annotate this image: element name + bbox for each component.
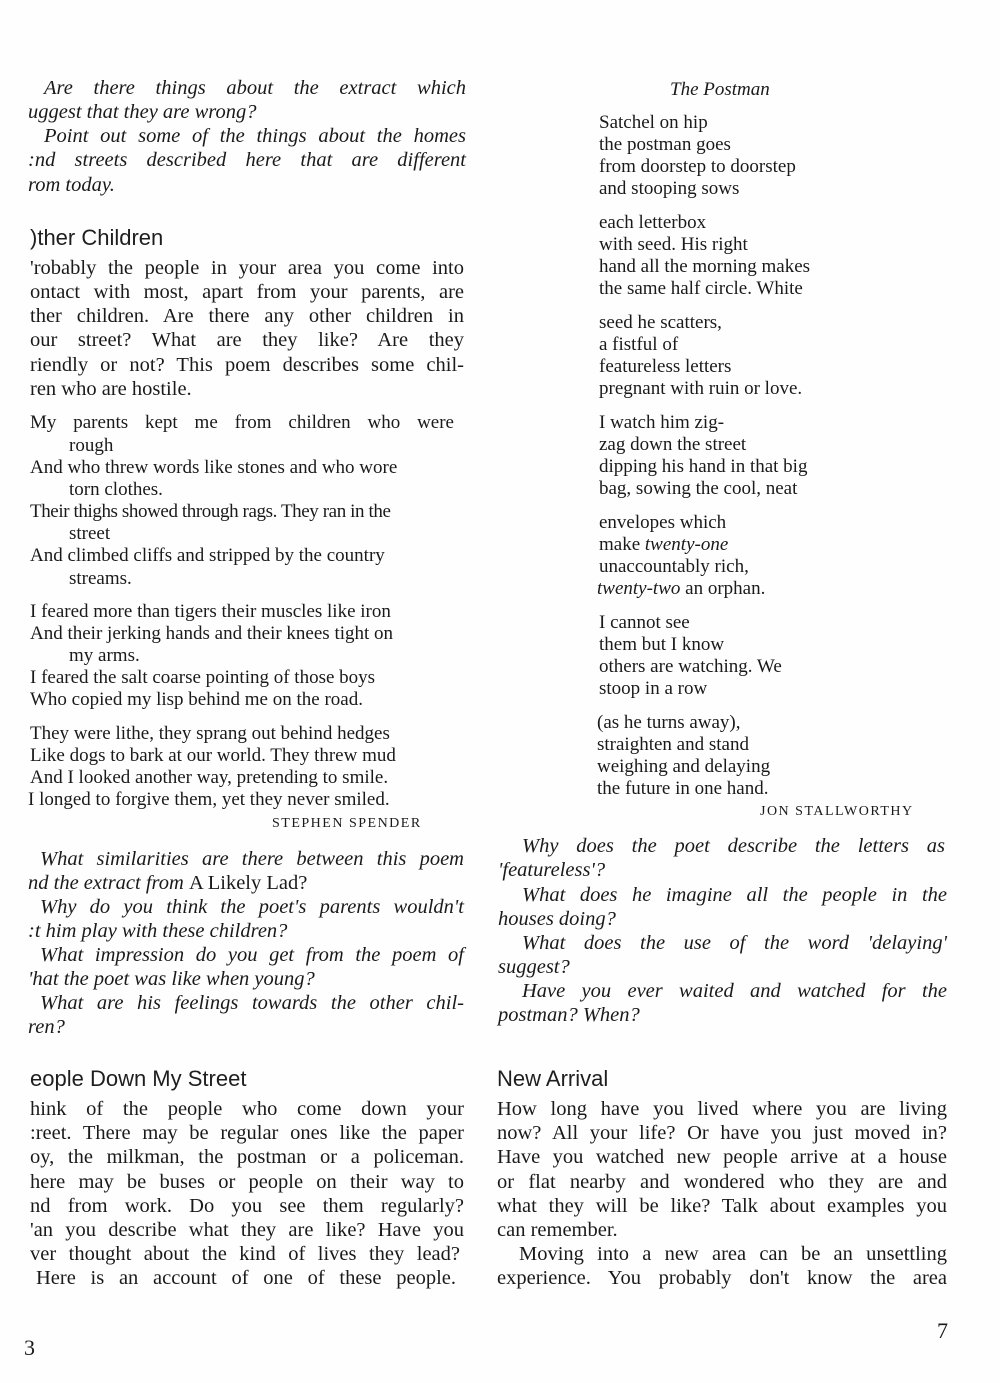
body-line: 'an you describe what they are like? Have you [30,1219,464,1241]
body-line: ontact with most, apart from your parents, are [30,281,464,303]
body-line: 'robably the people in your area you come into [30,257,464,279]
question-line: What are his feelings towards the other chil- [40,992,464,1014]
body-line: oy, the milkman, the postman or a policeman. [30,1146,464,1168]
poem-line: bag, sowing the cool, neat [599,478,798,499]
poem-line: featureless letters [599,356,732,377]
body-line: now? All your life? Or have you just moved in? [497,1122,947,1144]
body-line: ren who are hostile. [30,378,192,400]
poem-line: street [69,523,111,544]
body-line: hink of the people who come down your [30,1098,464,1120]
question-line: What does he imagine all the people in the [522,884,947,906]
poem-line: stoop in a row [599,678,708,699]
poem-line: the same half circle. White [599,278,803,299]
book-title-a-likely-lad: A Likely Lad? [188,872,308,894]
body-line: ther children. Are there any other children in [30,305,464,327]
poem-line: And I looked another way, pretending to smile. [30,767,389,788]
question-line: :nd streets described here that are different [28,149,466,171]
poem-line-emphasis: twenty-two [597,578,681,599]
question-line: rom today. [28,174,115,196]
poem-line: Their thighs showed through rags. They ran in the [30,501,391,522]
body-line: experience. You probably don't know the area [497,1267,947,1289]
page-number-left: 3 [24,1335,35,1360]
poem-line-part: an orphan. [685,578,766,599]
poem-line: I longed to forgive them, yet they never smiled. [28,789,390,810]
poem-line: I cannot see [599,612,690,633]
body-line: here may be buses or people on their way to [30,1171,464,1193]
question-line-part: nd the extract from [28,872,184,894]
question-line: What does the use of the word 'delaying' [522,932,947,954]
poem-line: I watch him zig- [599,412,725,433]
poem-line: zag down the street [599,434,747,455]
poem-line: each letterbox [599,212,707,233]
poem-line: weighing and delaying [597,756,771,777]
body-line: Have you watched new people arrive at a house [497,1146,947,1168]
question-line: suggest? [498,956,570,978]
poem-line: with seed. His right [599,234,748,255]
section-heading-people-down-my-street: eople Down My Street [30,1066,247,1091]
body-line: How long have you lived where you are living [497,1098,947,1120]
poem-line: And climbed cliffs and stripped by the country [30,545,385,566]
body-line: nd from work. Do you see them regularly? [30,1195,464,1217]
poem-line: them but I know [599,634,725,655]
question-line: postman? When? [498,1004,640,1026]
question-line: uggest that they are wrong? [28,101,257,123]
poem-line [599,534,728,556]
body-line: :reet. There may be regular ones like the paper [30,1122,464,1144]
poem-line: the postman goes [599,134,731,155]
body-line: riendly or not? This poem describes some chil- [30,354,464,376]
body-line: our street? What are they like? Are they [30,329,464,351]
poem-line: hand all the morning makes [599,256,811,277]
question-line: Point out some of the things about the homes [44,125,466,147]
section-heading-other-children: )ther Children [30,225,164,250]
poem-line: pregnant with ruin or love. [599,378,803,399]
question-line: houses doing? [498,908,616,930]
body-line: Moving into a new area can be an unsettling [519,1243,947,1265]
question-line: Why does the poet describe the letters as [522,835,945,857]
poem-line: my arms. [69,645,140,666]
question-line: 'hat the poet was like when young? [28,968,315,990]
question-line: :t him play with these children? [28,920,288,942]
poem-line: dipping his hand in that big [599,456,808,477]
body-line: Here is an account of one of these people. [36,1267,456,1289]
poem-author: JON STALLWORTHY [760,804,914,819]
question-line: What similarities are there between this poem [40,848,464,870]
poem-line: (as he turns away), [597,712,741,733]
poem-line: and stooping sows [599,178,740,199]
poem-line: unaccountably rich, [599,556,749,577]
poem-line-part: make [599,534,641,555]
poem-line: torn clothes. [69,479,163,500]
poem-author: STEPHEN SPENDER [272,816,422,831]
section-heading-new-arrival: New Arrival [497,1066,609,1091]
question-line: Why do you think the poet's parents wouldn't [40,896,464,918]
question-line [28,871,307,895]
page-number-right: 7 [937,1318,948,1343]
poem-line: streams. [69,568,132,589]
poem-title: The Postman [670,79,770,100]
question-line: Are there things about the extract which [44,77,466,99]
body-line: what they will be like? Talk about examples you [497,1195,947,1217]
body-line: can remember. [497,1219,618,1241]
poem-line: a fistful of [599,334,679,355]
question-line: Have you ever waited and watched for the [522,980,947,1002]
body-line: or flat nearby and wondered who they are and [497,1171,947,1193]
poem-line: others are watching. We [599,656,782,677]
poem-line: rough [69,435,114,456]
poem-line: the future in one hand. [597,778,769,799]
poem-line: They were lithe, they sprang out behind hedges [30,723,390,744]
poem-line: Satchel on hip [599,112,708,133]
poem-line: I feared the salt coarse pointing of those boys [30,667,376,688]
poem-line: My parents kept me from children who were [30,412,454,433]
question-line: 'featureless'? [498,859,606,881]
question-line: ren? [28,1016,65,1038]
poem-line: seed he scatters, [599,312,722,333]
body-line: ver thought about the kind of lives they lead? [30,1243,460,1265]
poem-line-emphasis: twenty-one [644,534,729,555]
question-line: What impression do you get from the poem of [40,944,464,966]
poem-line: from doorstep to doorstep [599,156,796,177]
poem-line: Like dogs to bark at our world. They threw mud [30,745,396,766]
poem-line: straighten and stand [597,734,749,755]
poem-line: And their jerking hands and their knees tight on [30,623,394,644]
poem-line: And who threw words like stones and who wore [30,457,398,478]
poem-line: envelopes which [599,512,727,533]
poem-line: I feared more than tigers their muscles like iron [30,601,391,622]
poem-line: Who copied my lisp behind me on the road. [30,689,363,710]
poem-line [597,578,765,600]
